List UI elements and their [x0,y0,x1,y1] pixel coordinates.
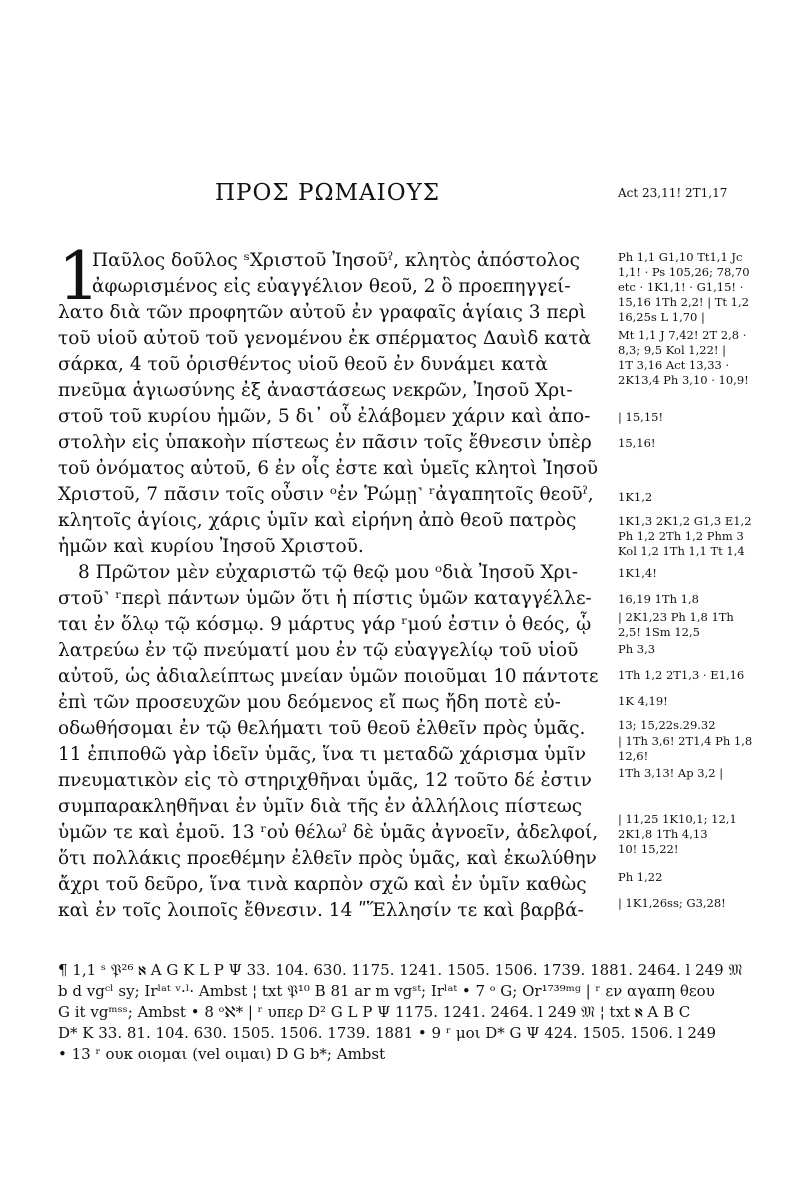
text-line: Χριστοῦ, 7 πᾶσιν τοῖς οὖσιν ᵒἐν Ῥώμῃ˺ ʳἀγαπητοῖς θεοῦˀ, [58,484,594,505]
margin-note: Mt 1,1 J 7,42! 2T 2,8 · [618,328,747,342]
margin-note: 8,3; 9,5 Kol 1,22! | [618,343,727,357]
text-line: λατρεύω ἐν τῷ πνεύματί μου ἐν τῷ εὐαγγελίῳ τοῦ υἱοῦ [58,640,579,661]
margin-note: | 2K1,23 Ph 1,8 1Th [618,610,734,624]
margin-note: | 11,25 1K10,1; 12,1 [618,812,737,826]
text-line: αὐτοῦ, ὡς ἀδιαλείπτως μνείαν ὑμῶν ποιοῦμαι 10 πάντοτε [58,666,599,687]
margin-note: 2,5! 1Sm 12,5 [618,625,700,639]
text-line: ἄχρι τοῦ δεῦρο, ἵνα τινὰ καρπὸν σχῶ καὶ ἐν ὑμῖν καθὼς [58,874,587,895]
margin-note: | 15,15! [618,410,664,424]
text-line: ἀφωρισμένος εἰς εὐαγγέλιον θεοῦ, 2 ὃ προεπηγγεί- [92,276,571,297]
margin-note: 1Th 1,2 2T1,3 · E1,16 [618,668,745,682]
margin-note: Ph 1,22 [618,870,663,884]
text-line: καὶ ἐν τοῖς λοιποῖς ἔθνεσιν. 14 ʺἝλλησίν τε καὶ βαρβά- [58,900,584,921]
margin-note: 2K13,4 Ph 3,10 · 10,9! [618,373,749,387]
apparatus-line: ¶ 1,1 ˢ 𝔓²⁶ ℵ A G K L P Ψ 33. 104. 630. 1175. 1241. 1505. 1506. 1739. 1881. 2464. l 249 𝔐 [58,961,743,979]
text-line: τοῦ υἱοῦ αὐτοῦ τοῦ γενομένου ἐκ σπέρματος Δαυὶδ κατὰ [58,328,592,349]
text-line: ὅτι πολλάκις προεθέμην ἐλθεῖν πρὸς ὑμᾶς, καὶ ἐκωλύθην [58,848,597,869]
text-line: λατο διὰ τῶν προφητῶν αὐτοῦ ἐν γραφαῖς ἁγίαις 3 περὶ [58,302,587,323]
margin-note: | 1K1,26ss; G3,28! [618,896,726,910]
book-title: ΠΡΟΣ ΡΩΜΑΙΟΥΣ [215,180,441,206]
text-line: 11 ἐπιποθῶ γὰρ ἰδεῖν ὑμᾶς, ἵνα τι μεταδῶ χάρισμα ὑμῖν [58,744,587,765]
margin-note: 12,6! [618,749,649,763]
apparatus-line: • 13 ʳ ουκ οιομαι (vel οιμαι) D G b*; Ambst [58,1045,386,1063]
margin-note: 15,16! [618,436,656,450]
text-line: ὑμῶν τε καὶ ἐμοῦ. 13 ʳοὐ θέλωˀ δὲ ὑμᾶς ἀγνοεῖν, ἀδελφοί, [58,822,599,843]
text-line: 8 Πρῶτον μὲν εὐχαριστῶ τῷ θεῷ μου ᵒδιὰ Ἰησοῦ Χρι- [78,562,579,583]
apparatus-line: D* K 33. 81. 104. 630. 1505. 1506. 1739. 1881 • 9 ʳ μοι D* G Ψ 424. 1505. 1506. l 249 [58,1024,717,1042]
margin-note: 16,19 1Th 1,8 [618,592,699,606]
text-line: τοῦ ὀνόματος αὐτοῦ, 6 ἐν οἷς ἐστε καὶ ὑμεῖς κλητοὶ Ἰησοῦ [58,458,599,479]
margin-note: Ph 1,1 G1,10 Tt1,1 Jc [618,250,743,264]
margin-note: | 1Th 3,6! 2T1,4 Ph 1,8 [618,734,753,748]
text-line: πνευματικὸν εἰς τὸ στηριχθῆναι ὑμᾶς, 12 τοῦτο δέ ἐστιν [58,770,592,791]
text-line: οδωθήσομαι ἐν τῷ θελήματι τοῦ θεοῦ ἐλθεῖν πρὸς ὑμᾶς. [58,718,586,739]
text-line: στοῦ˺ ʳπερὶ πάντων ὑμῶν ὅτι ἡ πίστις ὑμῶν καταγγέλλε- [58,588,592,609]
text-line: Παῦλος δοῦλος ˢΧριστοῦ Ἰησοῦˀ, κλητὸς ἀπόστολος [92,250,580,271]
margin-note: 15,16 1Th 2,2! | Tt 1,2 [618,295,749,309]
margin-note: 1K 4,19! [618,694,668,708]
margin-note: 1K1,2 [618,490,653,504]
text-line: κλητοῖς ἁγίοις, χάρις ὑμῖν καὶ εἰρήνη ἀπὸ θεοῦ πατρὸς [58,510,577,531]
apparatus-line: G it vgᵐˢˢ; Ambst • 8 ᵒℵ* | ʳ υπερ D² G L P Ψ 1175. 1241. 2464. l 249 𝔐 ¦ txt ℵ A B C [58,1003,691,1021]
margin-note: Kol 1,2 1Th 1,1 Tt 1,4 [618,544,745,558]
margin-note: 13; 15,22s.29.32 [618,718,716,732]
apparatus-line: b d vgᶜˡ sy; Irˡᵃᵗ ᵛ·ˡ· Ambst ¦ txt 𝔓¹⁰ B 81 ar m vgˢᵗ; Irˡᵃᵗ • 7 ᵒ G; Or¹⁷³⁹ᵐᵍ | ʳ εν αγαπη θεου [58,982,715,1000]
text-line: συμπαρακληθῆναι ἐν ὑμῖν διὰ τῆς ἐν ἀλλήλοις πίστεως [58,796,583,817]
margin-note: 1T 3,16 Act 13,33 · [618,358,730,372]
margin-note: 1Th 3,13! Ap 3,2 | [618,766,724,780]
text-line: στοῦ τοῦ κυρίου ἡμῶν, 5 δι᾽ οὗ ἐλάβομεν χάριν καὶ ἀπο- [58,406,591,427]
margin-note: Ph 3,3 [618,642,656,656]
margin-note: 10! 15,22! [618,842,679,856]
text-line: ἐπὶ τῶν προσευχῶν μου δεόμενος εἴ πως ἤδη ποτὲ εὐ- [58,692,561,713]
margin-note: 2K1,8 1Th 4,13 [618,827,708,841]
margin-note: 16,25s L 1,70 | [618,310,705,324]
margin-note: Ph 1,2 2Th 1,2 Phm 3 [618,529,744,543]
text-line: πνεῦμα ἁγιωσύνης ἐξ ἀναστάσεως νεκρῶν, Ἰησοῦ Χρι- [58,380,573,401]
title-cross-reference: Act 23,11! 2T1,17 [618,186,728,200]
chapter-number: 1 [58,238,100,315]
margin-note: 1K1,3 2K1,2 G1,3 E1,2 [618,514,752,528]
text-line: σάρκα, 4 τοῦ ὁρισθέντος υἱοῦ θεοῦ ἐν δυνάμει κατὰ [58,354,548,375]
margin-note: 1K1,4! [618,566,657,580]
margin-note: 1,1! · Ps 105,26; 78,70 [618,265,750,279]
text-line: ται ἐν ὅλῳ τῷ κόσμῳ. 9 μάρτυς γάρ ʳμού ἐστιν ὁ θεός, ᾧ [58,614,592,635]
text-line: στολὴν εἰς ὑπακοὴν πίστεως ἐν πᾶσιν τοῖς ἔθνεσιν ὑπὲρ [58,432,592,453]
text-line: ἡμῶν καὶ κυρίου Ἰησοῦ Χριστοῦ. [58,536,364,557]
margin-note: etc · 1K1,1! · G1,15! · [618,280,744,294]
